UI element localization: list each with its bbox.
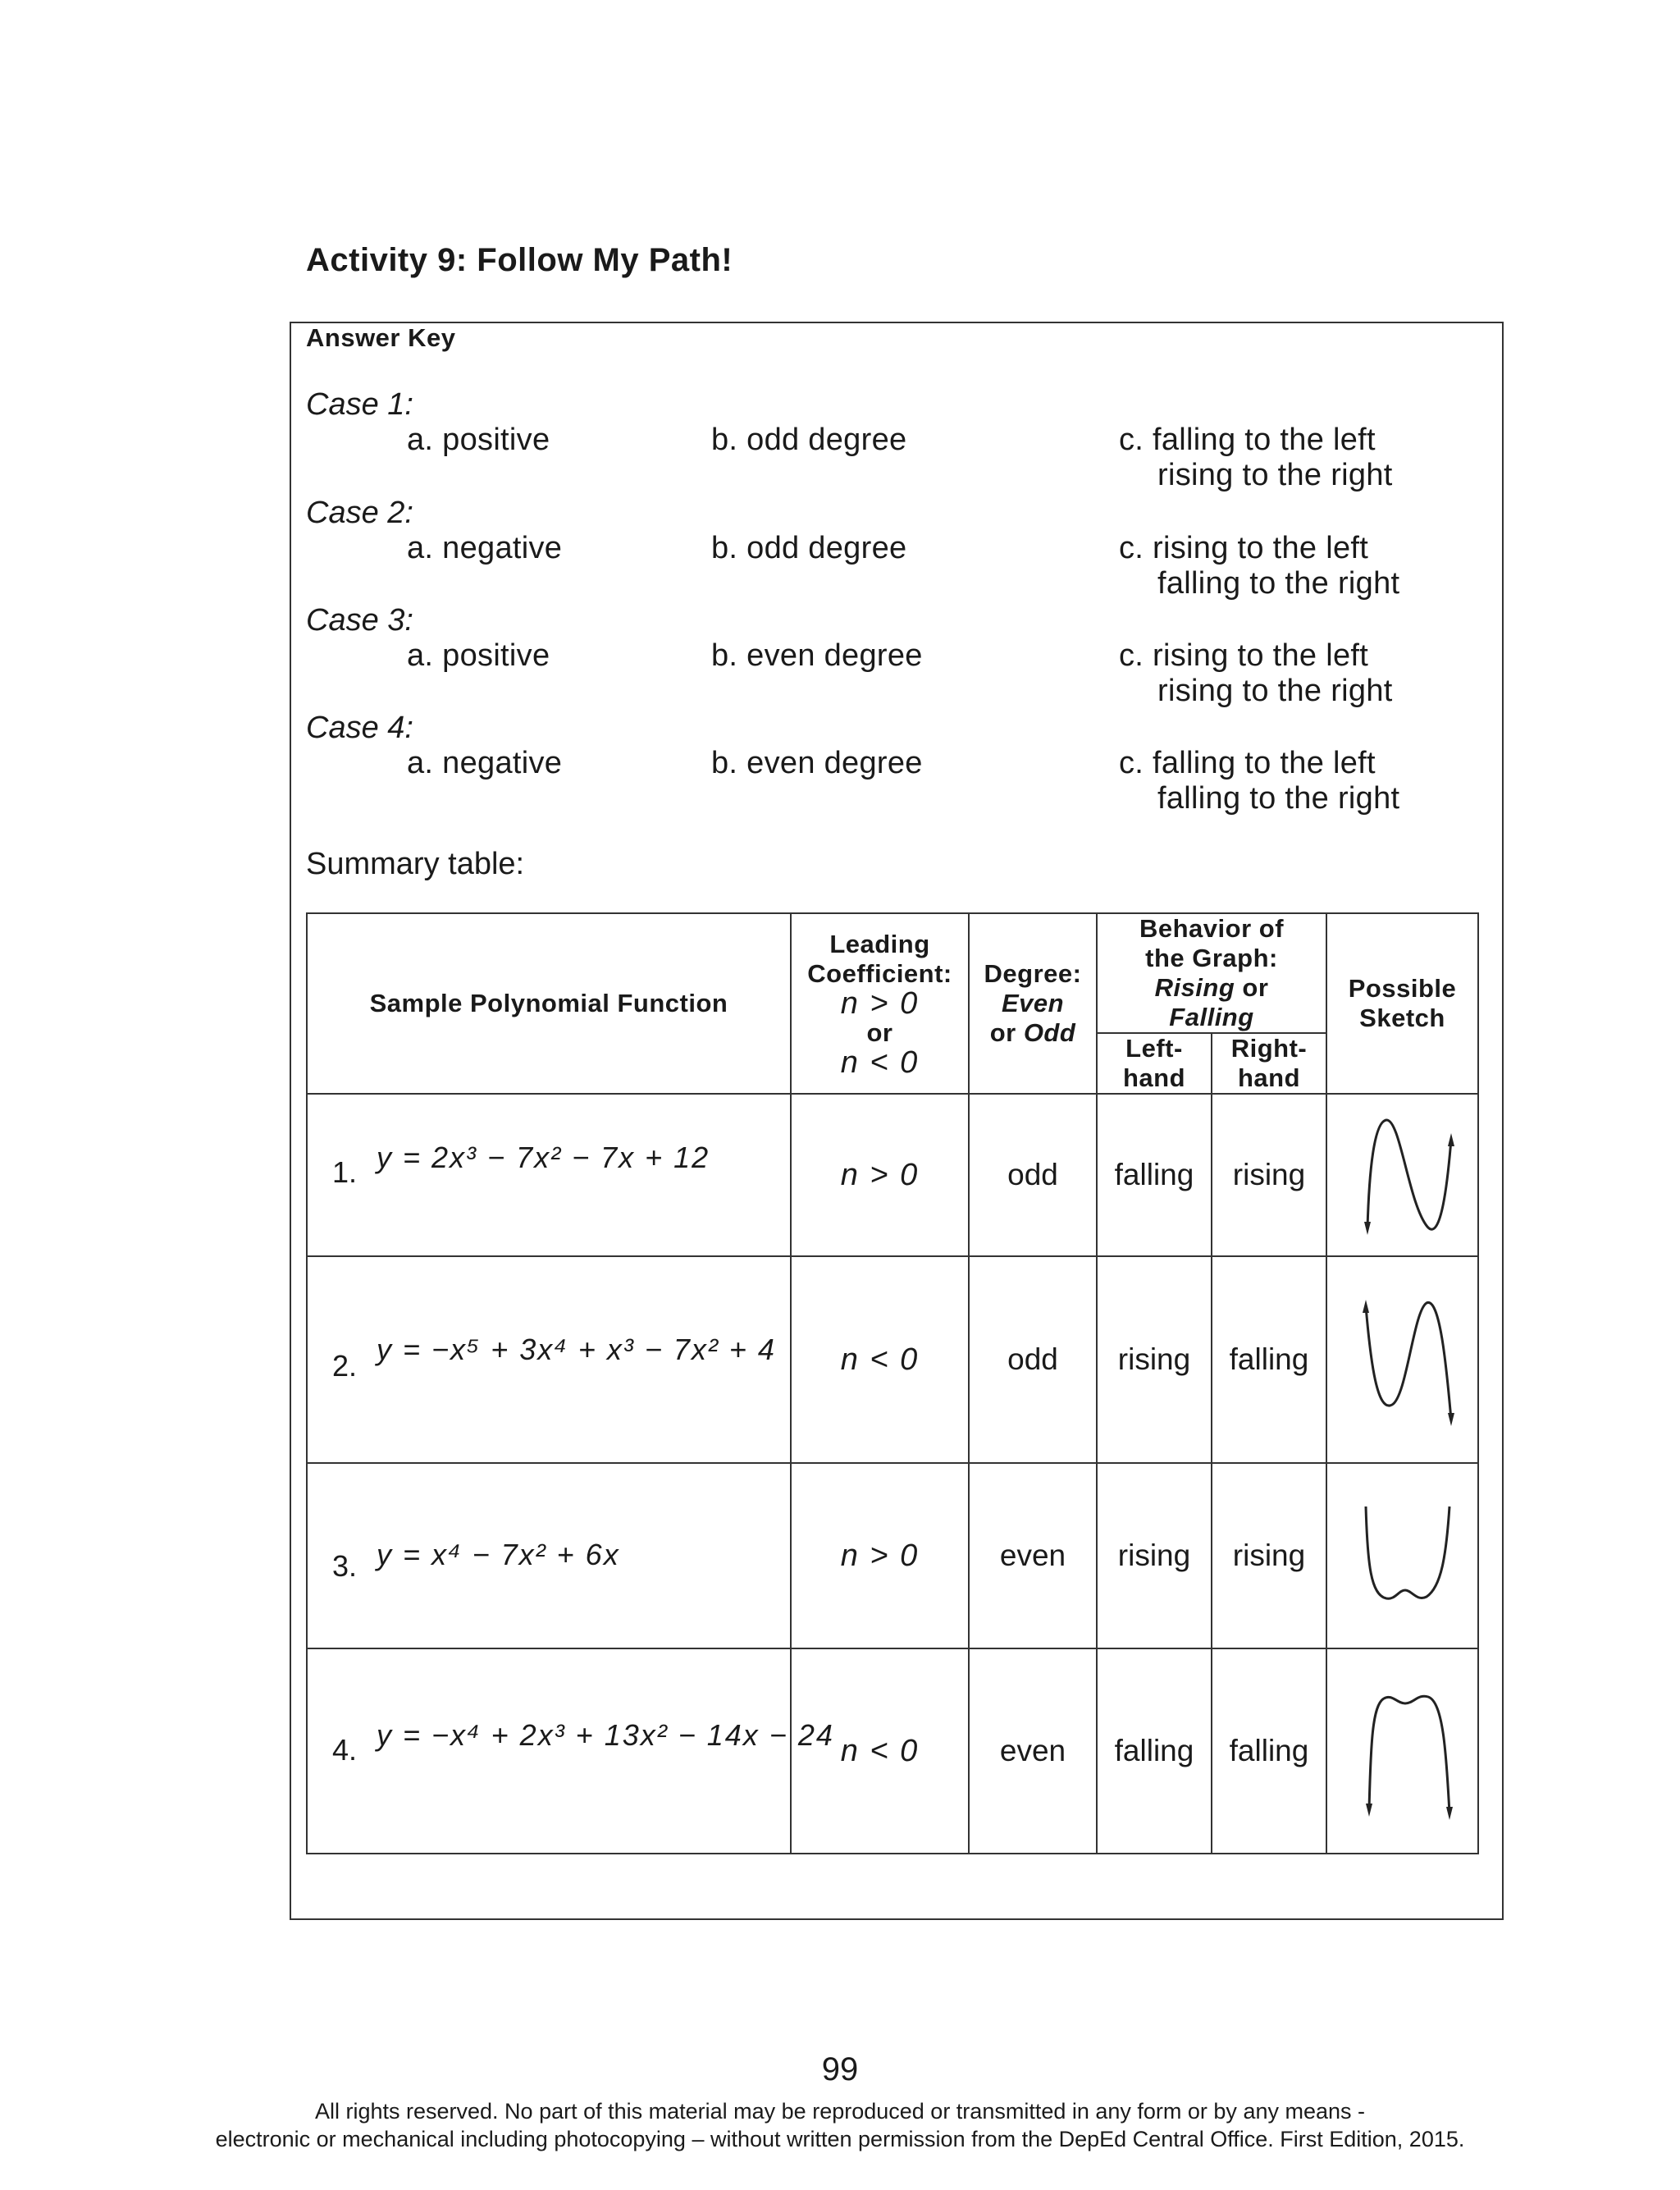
case-4-label: Case 4: bbox=[306, 711, 413, 745]
polynomial-function: y = −x⁴ + 2x³ + 13x² − 14x − 24 bbox=[377, 1718, 834, 1752]
right-hand-behavior: falling bbox=[1229, 1734, 1309, 1767]
header-behavior-line1: Behavior of bbox=[1139, 914, 1285, 943]
case-1-a: a. positive bbox=[407, 423, 550, 457]
row-number: 2. bbox=[332, 1349, 358, 1383]
case-1-c2: rising to the right bbox=[1157, 458, 1393, 492]
polynomial-function: y = 2x³ − 7x² − 7x + 12 bbox=[377, 1141, 710, 1174]
table-row bbox=[307, 1648, 1478, 1854]
summary-table bbox=[306, 912, 1479, 1854]
case-3-a: a. positive bbox=[407, 638, 550, 673]
header-degree-line1: Degree: bbox=[984, 959, 1082, 988]
header-behavior bbox=[1097, 913, 1326, 1033]
header-degree-line2: Even bbox=[1001, 989, 1065, 1017]
header-function: Sample Polynomial Function bbox=[307, 913, 791, 1094]
header-leading-or: or bbox=[866, 1018, 893, 1047]
header-behavior-falling: Falling bbox=[1169, 1003, 1254, 1031]
table-row bbox=[307, 1256, 1478, 1463]
case-4-c2: falling to the right bbox=[1157, 781, 1400, 816]
header-leading-coefficient bbox=[791, 913, 969, 1094]
header-degree-odd: Odd bbox=[1023, 1018, 1076, 1047]
function-cell bbox=[307, 1094, 791, 1256]
case-4-b: b. even degree bbox=[711, 746, 923, 780]
leading-coefficient-value: n > 0 bbox=[840, 1157, 920, 1192]
polynomial-function: y = −x⁵ + 3x⁴ + x³ − 7x² + 4 bbox=[377, 1333, 776, 1366]
right-hand-behavior: rising bbox=[1232, 1158, 1306, 1191]
case-2-c2: falling to the right bbox=[1157, 566, 1400, 601]
header-behavior-line3 bbox=[1098, 973, 1326, 1003]
case-3-c2: rising to the right bbox=[1157, 674, 1393, 708]
degree-value: odd bbox=[1007, 1342, 1058, 1376]
header-degree-line3 bbox=[970, 1018, 1096, 1048]
footer-line-1: All rights reserved. No part of this material may be reproduced or transmitted in any form or by any means - bbox=[314, 2099, 1366, 2124]
case-4-c1: c. falling to the left bbox=[1119, 746, 1376, 780]
header-sketch-line2: Sketch bbox=[1359, 1004, 1445, 1032]
case-2-label: Case 2: bbox=[306, 496, 413, 530]
left-hand-behavior: falling bbox=[1114, 1734, 1194, 1767]
left-hand-behavior: falling bbox=[1114, 1158, 1194, 1191]
case-2-b: b. odd degree bbox=[711, 531, 907, 565]
row-number: 4. bbox=[332, 1733, 358, 1767]
leading-coefficient-value: n < 0 bbox=[840, 1733, 920, 1768]
cubic-sketch-icon bbox=[1341, 1105, 1464, 1245]
case-2-a: a. negative bbox=[407, 531, 563, 565]
header-left-hand bbox=[1097, 1033, 1212, 1094]
case-1-b: b. odd degree bbox=[711, 423, 907, 457]
summary-label: Summary table: bbox=[306, 847, 525, 881]
header-left-line1: Left- bbox=[1125, 1034, 1183, 1063]
header-behavior-or: or bbox=[1242, 973, 1269, 1002]
header-right-line2: hand bbox=[1237, 1063, 1301, 1092]
page-number: 99 bbox=[821, 2051, 859, 2087]
degree-value: even bbox=[999, 1734, 1066, 1767]
function-cell bbox=[307, 1648, 834, 1854]
header-sketch bbox=[1326, 913, 1478, 1094]
sketch-cell bbox=[1326, 1648, 1478, 1854]
header-behavior-rising: Rising bbox=[1154, 973, 1235, 1002]
right-hand-behavior: falling bbox=[1229, 1342, 1309, 1376]
header-leading-gt: n > 0 bbox=[840, 986, 920, 1021]
quartic-up-sketch-icon bbox=[1341, 1490, 1464, 1621]
case-1-label: Case 1: bbox=[306, 387, 413, 422]
quintic-sketch-icon bbox=[1341, 1282, 1464, 1438]
quartic-down-sketch-icon bbox=[1341, 1677, 1464, 1825]
function-cell bbox=[307, 1256, 791, 1463]
header-left-line2: hand bbox=[1122, 1063, 1186, 1092]
leading-coefficient-value: n > 0 bbox=[840, 1538, 920, 1573]
case-1-c1: c. falling to the left bbox=[1119, 423, 1376, 457]
case-3-c1: c. rising to the left bbox=[1119, 638, 1369, 673]
header-right-line1: Right- bbox=[1230, 1034, 1308, 1063]
function-cell bbox=[307, 1463, 791, 1648]
left-hand-behavior: rising bbox=[1117, 1342, 1191, 1376]
page-title: Activity 9: Follow My Path! bbox=[306, 242, 733, 278]
header-leading-line2: Coefficient: bbox=[807, 959, 952, 988]
leading-coefficient-value: n < 0 bbox=[840, 1342, 920, 1377]
table-row bbox=[307, 1463, 1478, 1648]
row-number: 3. bbox=[332, 1549, 358, 1583]
header-right-hand bbox=[1212, 1033, 1326, 1094]
sketch-cell bbox=[1326, 1463, 1478, 1648]
polynomial-function: y = x⁴ − 7x² + 6x bbox=[377, 1538, 620, 1571]
footer-line-2: electronic or mechanical including photocopying – without written permission from the DepEd Central Office. First Edition, 2015. bbox=[215, 2127, 1465, 2151]
header-leading-line1: Leading bbox=[829, 930, 930, 958]
header-behavior-line2: the Graph: bbox=[1145, 944, 1278, 972]
header-degree-or: or bbox=[989, 1018, 1016, 1047]
row-number: 1. bbox=[332, 1155, 358, 1189]
case-3-label: Case 3: bbox=[306, 603, 413, 638]
sketch-cell bbox=[1326, 1256, 1478, 1463]
right-hand-behavior: rising bbox=[1232, 1538, 1306, 1572]
table-row bbox=[307, 1094, 1478, 1256]
header-sketch-line1: Possible bbox=[1348, 974, 1457, 1003]
degree-value: even bbox=[999, 1538, 1066, 1572]
header-leading-lt: n < 0 bbox=[840, 1045, 920, 1080]
case-4-a: a. negative bbox=[407, 746, 563, 780]
sketch-cell bbox=[1326, 1094, 1478, 1256]
left-hand-behavior: rising bbox=[1117, 1538, 1191, 1572]
answer-key-label: Answer Key bbox=[306, 323, 456, 352]
degree-value: odd bbox=[1007, 1158, 1058, 1191]
case-2-c1: c. rising to the left bbox=[1119, 531, 1369, 565]
case-3-b: b. even degree bbox=[711, 638, 923, 673]
header-degree bbox=[969, 913, 1097, 1094]
